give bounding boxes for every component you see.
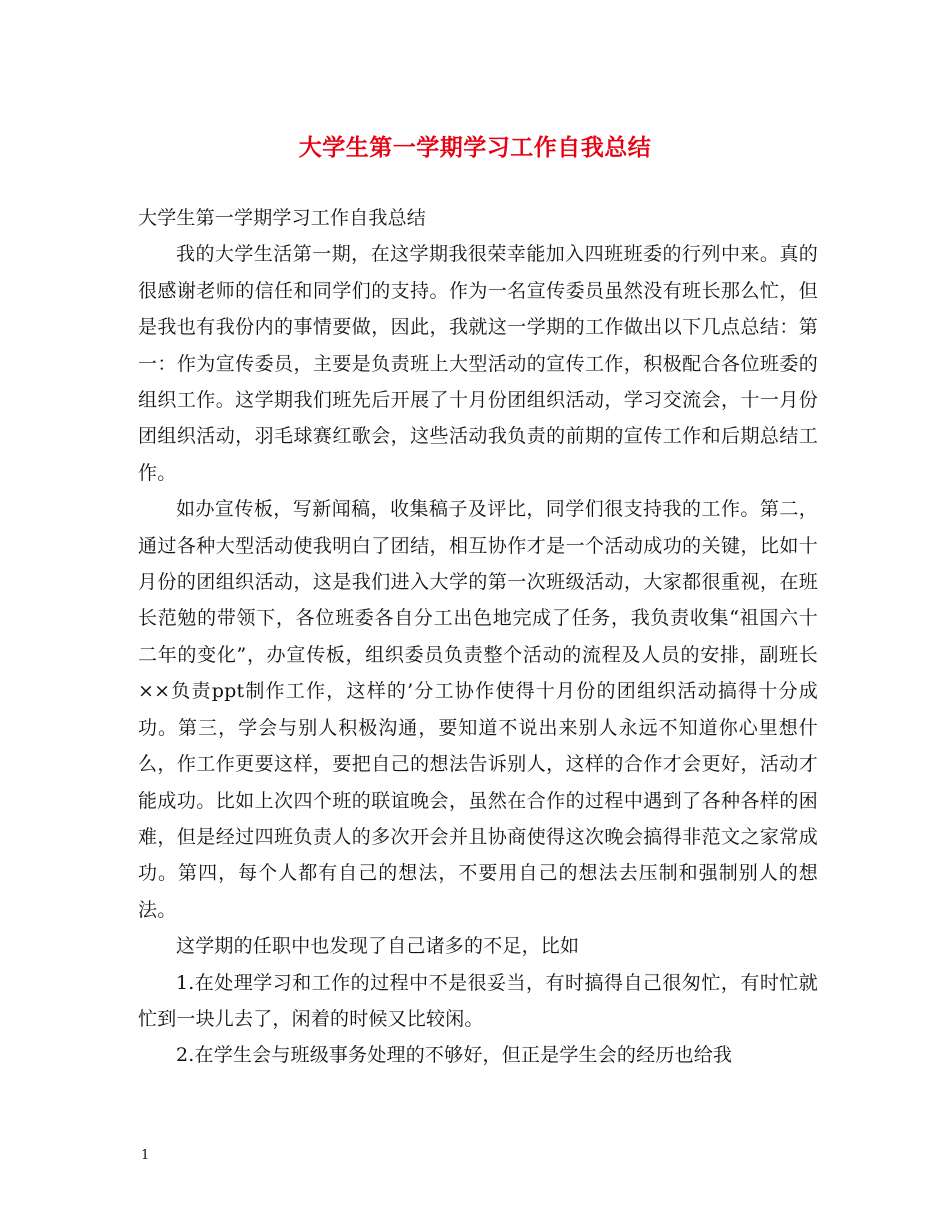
- document-title: 大学生第一学期学习工作自我总结: [298, 135, 652, 161]
- paragraph-heading: 大学生第一学期学习工作自我总结: [138, 207, 427, 229]
- page-number: 1: [141, 1148, 150, 1163]
- list-item: 2.在学生会与班级事务处理的不够好，但正是学生会的经历也给我: [176, 1044, 733, 1067]
- paragraph: 我的大学生活第一期，在这学期我很荣幸能加入四班班委的行列中来。真的很感谢老师的信任和同学们的支持。作为一名宣传委员虽然没有班长那么忙，但是我也有我份内的事情要做，因此，我就这一学期的工作做出以下几点总结：第一：作为宣传委员，主要是负责班上大型活动的宣传工作，积极配合各位班委的组织工作。这学期我们班先后开展了十月份团组织活动，学习交流会，十一月份团组织活动，羽毛球赛红歌会，这些活动我负责的前期的宣传工作和后期总结工作。: [138, 243, 818, 484]
- paragraph: 如办宣传板，写新闻稿，收集稿子及评比，同学们很支持我的工作。第二，通过各种大型活动使我明白了团结，相互协作才是一个活动成功的关键，比如十月份的团组织活动，这是我们进入大学的第一次班级活动，大家都很重视，在班长范勉的带领下，各位班委各自分工出色地完成了任务，我负责收集“祖国六十二年的变化”，办宣传板，组织委员负责整个活动的流程及人员的安排，副班长××负责ppt制作工作，这样的’分工协作使得十月份的团组织活动搞得十分成功。第三，学会与别人积极沟通，要知道不说出来别人永远不知道你心里想什么，作工作更要这样，要把自己的想法告诉别人，这样的合作才会更好，活动才能成功。比如上次四个班的联谊晚会，虽然在合作的过程中遇到了各种各样的困难，但是经过四班负责人的多次开会并且协商使得这次晚会搞得非范文之家常成功。第四，每个人都有自己的想法，不要用自己的想法去压制和强制别人的想法。: [138, 498, 818, 921]
- list-item: 1.在处理学习和工作的过程中不是很妥当，有时搞得自己很匆忙，有时忙就忙到一块儿去了，闲着的时候又比较闲。: [138, 971, 818, 1030]
- paragraph: 这学期的任职中也发现了自己诸多的不足，比如: [176, 935, 580, 958]
- document-body: [138, 200, 818, 1074]
